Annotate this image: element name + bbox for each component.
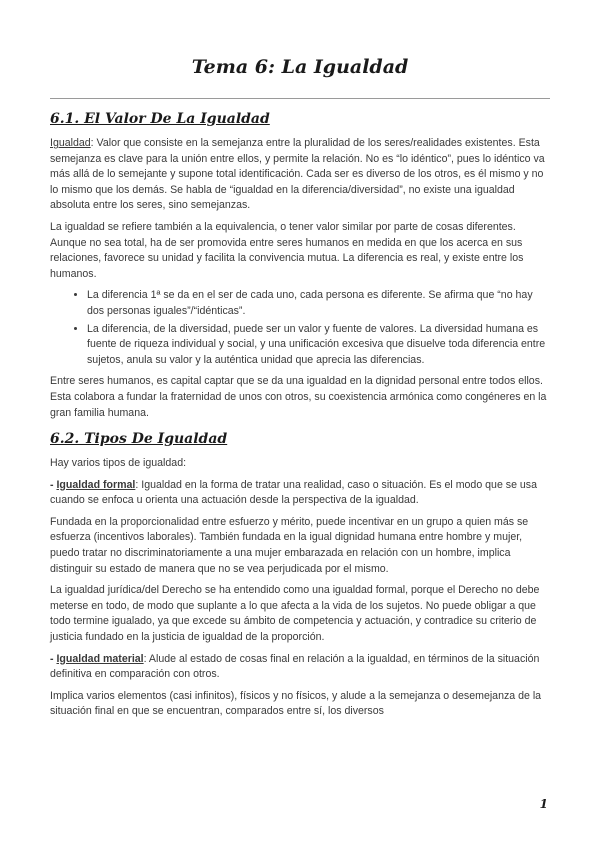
paragraph-dignidad: Entre seres humanos, es capital captar que se da una igualdad en la dignidad personal entre todos ellos. Esta colabora a fundar la fraternidad de unos con otros, su coexistencia armónica como congéneres en la gran familia humana. [50,375,547,419]
term-igualdad: Igualdad [50,137,91,149]
list-item: • La diferencia 1ª se da en el ser de cada uno, cada persona es diferente. Se afirma que “no hay dos personas iguales”/“idénticas”. [87,288,550,319]
formal-text: : Igualdad en la forma de tratar una realidad, caso o situación. Es el modo que se usa cuando se enfoca u orienta una actuación desde la perspectiva de la igualdad. [50,478,537,507]
document-title: Tema 6: La Igualdad [191,56,409,78]
paragraph-igualdad-juridica: La igualdad jurídica/del Derecho se ha entendido como una igualdad formal, porque el Derecho no debe meterse en todo, de modo que suplante a lo que afecta a la vida de los sujetos. No puede obligar a que todo termine igualado, ya que excede su ámbito de competencia y actuación, y contradice su criterio de justicia fundado en la justicia de igualdad de la proporción. [50,584,540,644]
term-igualdad-formal: Igualdad formal [56,478,136,491]
document-body [50,107,550,726]
paragraph-igualdad-definition [50,136,550,214]
title-divider [50,98,550,99]
paragraph-fundada: Fundada en la proporcionalidad entre esfuerzo y mérito, puede incentivar en un grupo a quien más se esfuerza (incentivos laborales). También fundada en la igual dignidad humana entre hombre y mujer, puedo tratar no discriminatoriamente a una mujer embarazada en relación con un hombre, implica distinguir su estado de manera que no se vea perjudicada por el mismo. [50,515,529,575]
definition-text: : Valor que consiste en la semejanza entre la pluralidad de los seres/realidades existentes. Esta semejanza es clave para la unión entre ellos, y permite la relación. No es “lo idéntico”, pues lo idéntico va más allá de lo semejante y supone total identificación. Cada ser es diverso de los otros, es él mismo y no lo mismo que los demás. Se habla de “igualdad en la diferencia/diversidad”, no existe una igualdad absoluta entre los seres, sino semejanzas. [50,137,545,212]
diferencia-list [50,288,550,368]
term-igualdad-material: Igualdad material [56,652,144,665]
list-item: • La diferencia, de la diversidad, puede ser un valor y fuente de valores. La diversidad humana es fuente de riqueza individual y social, y una unificación excesiva que disuelve toda diferencia entre sujetos, anula su valor y la auténtica unidad que aprecia las diferencias. [87,322,550,369]
section-heading-valor: 6.1. El Valor De La Igualdad [50,111,270,127]
paragraph-equivalencia: La igualdad se refiere también a la equivalencia, o tener valor similar por parte de cosas diferentes. Aunque no sea total, ha de ser promovida entre seres humanos en medida en que los acerca en sus relaciones, favorece su unidad y facilita la convivencia mutua. La diferencia es real, y existe entre los humanos. [50,220,524,280]
paragraph-igualdad-material [50,652,550,683]
paragraph-implica: Implica varios elementos (casi infinitos), físicos y no físicos, y alude a la semejanza o desemejanza de la situación final en que se encuentran, comparados entre sí, los diversos [50,689,542,718]
paragraph-intro-tipos: Hay varios tipos de igualdad: [50,457,187,470]
paragraph-igualdad-formal [50,478,550,509]
section-heading-tipos: 6.2. Tipos De Igualdad [50,431,228,448]
page-number: 1 [539,797,548,811]
formal-dash: - [50,478,57,491]
material-text: : Alude al estado de cosas final en relación a la igualdad, en términos de la situación definitiva en comparación con otros. [50,652,540,681]
material-dash: - [50,652,57,665]
